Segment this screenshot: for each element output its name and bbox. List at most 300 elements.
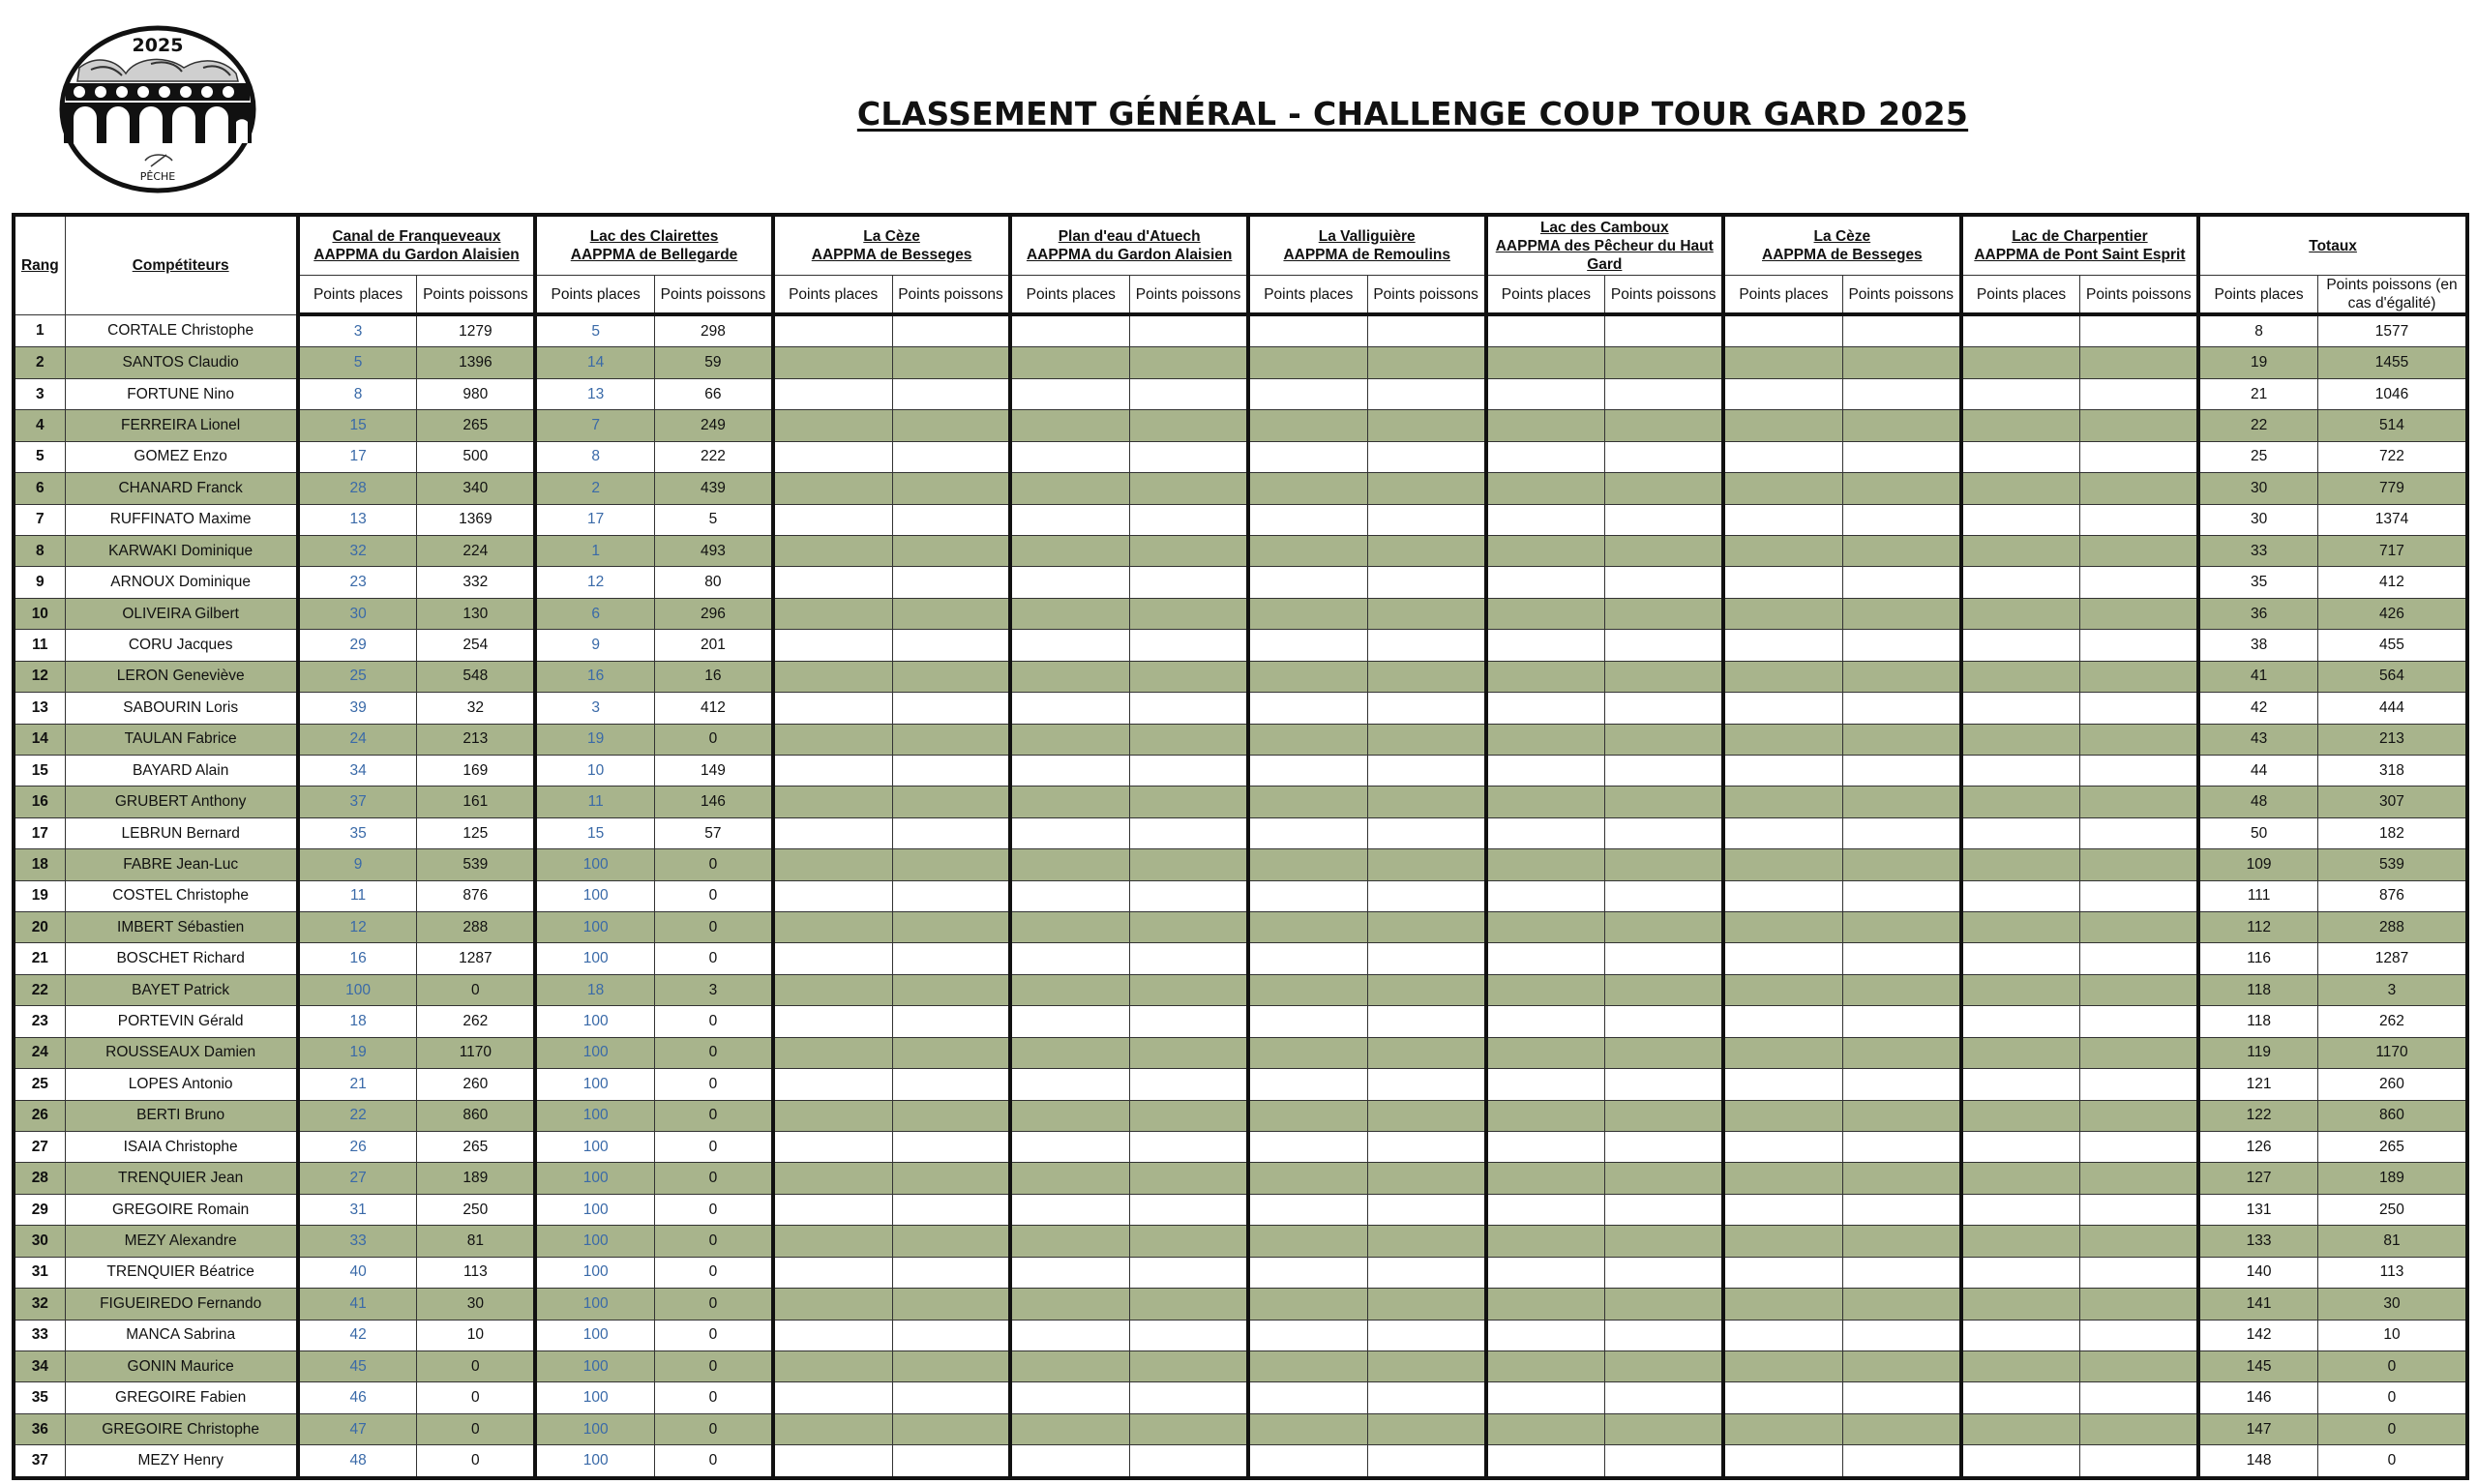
total-points-poissons-cell: 412 (2317, 567, 2467, 598)
club-logo (58, 25, 257, 193)
venue-header (773, 215, 1011, 276)
venue-points-poissons-cell: 254 (417, 630, 535, 661)
venue-points-poissons-cell (2080, 1413, 2198, 1444)
venue-name: Lac des Clairettes (589, 228, 719, 245)
venue-points-places-cell: 100 (535, 1226, 654, 1257)
venue-points-places-cell: 25 (298, 661, 417, 692)
venue-points-poissons-cell: 146 (655, 787, 773, 817)
venue-points-poissons-cell (1842, 630, 1960, 661)
competitor-cell: FIGUEIREDO Fernando (65, 1289, 298, 1320)
venue-points-poissons-cell (892, 1194, 1010, 1225)
venue-points-places-cell (773, 817, 892, 848)
table-row (14, 410, 2467, 441)
venue-points-poissons-cell (1842, 1069, 1960, 1100)
venue-header (298, 215, 536, 276)
venue-points-places-cell (1248, 943, 1367, 974)
venue-points-places-cell (1486, 724, 1605, 755)
venue-points-places-cell (1010, 1006, 1129, 1037)
venue-points-places-cell: 100 (535, 1163, 654, 1194)
competitor-cell: FORTUNE Nino (65, 378, 298, 409)
venue-points-places-cell: 33 (298, 1226, 417, 1257)
competitors-header: Compétiteurs (65, 215, 298, 314)
venue-points-poissons-cell: 288 (417, 912, 535, 943)
total-points-places-cell: 41 (2198, 661, 2317, 692)
venue-points-places-cell (1961, 441, 2080, 472)
venue-points-poissons-cell: 265 (417, 410, 535, 441)
table-row (14, 943, 2467, 974)
venue-points-poissons-cell (1130, 1382, 1248, 1413)
venue-points-poissons-cell: 0 (655, 1382, 773, 1413)
venue-points-places-cell (1723, 755, 1842, 786)
venue-points-poissons-cell: 1369 (417, 504, 535, 535)
venue-points-poissons-cell (2080, 661, 2198, 692)
venue-points-places-cell: 27 (298, 1163, 417, 1194)
venue-points-poissons-cell (892, 347, 1010, 378)
venue-points-poissons-cell (892, 1100, 1010, 1131)
venue-points-poissons-cell: 0 (417, 1350, 535, 1381)
venue-points-places-cell: 100 (535, 1320, 654, 1350)
venue-points-poissons-cell (1605, 1037, 1723, 1068)
table-row (14, 661, 2467, 692)
venue-points-places-cell (1961, 1163, 2080, 1194)
rank-cell: 6 (14, 473, 65, 504)
venue-points-poissons-cell: 59 (655, 347, 773, 378)
venue-points-places-cell (1723, 598, 1842, 629)
rank-cell: 32 (14, 1289, 65, 1320)
total-points-poissons-cell: 265 (2317, 1132, 2467, 1163)
venue-points-poissons-cell (1605, 912, 1723, 943)
venue-points-poissons-cell: 57 (655, 817, 773, 848)
venue-points-poissons-cell (1842, 347, 1960, 378)
venue-points-places-cell: 18 (535, 974, 654, 1005)
venue-points-places-cell (773, 1445, 892, 1478)
venue-points-poissons-cell (1605, 630, 1723, 661)
venue-points-places-cell (1723, 1163, 1842, 1194)
competitor-cell: LEBRUN Bernard (65, 817, 298, 848)
venue-points-poissons-cell (892, 1037, 1010, 1068)
venue-points-poissons-cell (1842, 880, 1960, 911)
competitor-cell: GREGOIRE Fabien (65, 1382, 298, 1413)
competitor-cell: TRENQUIER Béatrice (65, 1257, 298, 1288)
venue-points-places-cell (1723, 567, 1842, 598)
venue-points-poissons-cell (2080, 347, 2198, 378)
table-row (14, 755, 2467, 786)
venue-points-poissons-cell (1367, 1163, 1485, 1194)
venue-points-places-cell (1486, 880, 1605, 911)
venue-points-poissons-cell (1842, 974, 1960, 1005)
venue-points-poissons-cell: 81 (417, 1226, 535, 1257)
venue-points-places-cell (1248, 410, 1367, 441)
venue-points-places-cell (1248, 1382, 1367, 1413)
table-row (14, 1006, 2467, 1037)
venue-points-poissons-cell (1130, 1006, 1248, 1037)
venue-points-places-cell: 28 (298, 473, 417, 504)
venue-points-places-cell (773, 1037, 892, 1068)
venue-points-poissons-cell (892, 849, 1010, 880)
venue-points-places-cell (773, 1226, 892, 1257)
venue-points-poissons-cell (1842, 314, 1960, 347)
table-row (14, 1037, 2467, 1068)
venue-points-poissons-cell (1367, 630, 1485, 661)
venue-points-places-cell (1010, 1132, 1129, 1163)
venue-points-places-cell (773, 504, 892, 535)
venue-points-poissons-cell: 32 (417, 693, 535, 724)
venue-points-places-cell (1961, 1006, 2080, 1037)
competitor-cell: SANTOS Claudio (65, 347, 298, 378)
venue-points-poissons-cell: 0 (655, 880, 773, 911)
venue-points-places-cell: 42 (298, 1320, 417, 1350)
venue-points-poissons-cell: 260 (417, 1069, 535, 1100)
total-points-poissons-cell: 876 (2317, 880, 2467, 911)
venue-points-places-cell (1961, 974, 2080, 1005)
points-places-header: Points places (1723, 276, 1842, 315)
total-points-poissons-cell: 307 (2317, 787, 2467, 817)
total-points-places-cell: 118 (2198, 1006, 2317, 1037)
venue-points-poissons-cell (892, 473, 1010, 504)
venue-points-places-cell (1486, 1037, 1605, 1068)
total-points-places-cell: 44 (2198, 755, 2317, 786)
venue-points-poissons-cell (1367, 817, 1485, 848)
venue-points-poissons-cell (2080, 1037, 2198, 1068)
venue-points-poissons-cell (1367, 1350, 1485, 1381)
venue-club: AAPPMA du Gardon Alaisien (1026, 247, 1233, 263)
venue-points-places-cell (773, 661, 892, 692)
table-row (14, 504, 2467, 535)
venue-points-poissons-cell (892, 724, 1010, 755)
competitor-cell: GREGOIRE Romain (65, 1194, 298, 1225)
venue-points-places-cell (773, 787, 892, 817)
venue-points-places-cell (1723, 974, 1842, 1005)
venue-points-poissons-cell (1130, 817, 1248, 848)
venue-points-places-cell (1961, 1350, 2080, 1381)
venue-points-poissons-cell: 548 (417, 661, 535, 692)
rank-cell: 19 (14, 880, 65, 911)
venue-points-places-cell (1248, 849, 1367, 880)
total-points-poissons-cell: 0 (2317, 1382, 2467, 1413)
table-row (14, 1132, 2467, 1163)
venue-points-poissons-cell (2080, 473, 2198, 504)
venue-points-places-cell: 16 (298, 943, 417, 974)
venue-points-poissons-cell (1367, 504, 1485, 535)
venue-points-places-cell (773, 693, 892, 724)
venue-points-places-cell (1723, 1413, 1842, 1444)
venue-points-places-cell (1486, 943, 1605, 974)
venue-points-places-cell (1248, 1006, 1367, 1037)
venue-points-poissons-cell (1130, 1257, 1248, 1288)
venue-points-places-cell (1961, 410, 2080, 441)
table-row (14, 724, 2467, 755)
venue-name: Lac de Charpentier (2012, 228, 2148, 245)
venue-header (1723, 215, 1961, 276)
venue-points-places-cell (773, 1069, 892, 1100)
venue-points-places-cell (1961, 1445, 2080, 1478)
total-points-places-cell: 119 (2198, 1037, 2317, 1068)
venue-points-places-cell (1486, 1320, 1605, 1350)
venue-club: AAPPMA de Pont Saint Esprit (1974, 247, 2186, 263)
venue-points-poissons-cell (1842, 1289, 1960, 1320)
venue-points-poissons-cell (892, 1226, 1010, 1257)
venue-points-poissons-cell: 0 (655, 724, 773, 755)
total-points-poissons-cell: 0 (2317, 1413, 2467, 1444)
rank-cell: 2 (14, 347, 65, 378)
venue-points-places-cell (1486, 378, 1605, 409)
venue-points-poissons-cell (1130, 912, 1248, 943)
venue-points-places-cell (773, 441, 892, 472)
venue-points-poissons-cell (892, 1132, 1010, 1163)
venue-points-places-cell: 13 (535, 378, 654, 409)
venue-club: AAPPMA du Gardon Alaisien (313, 247, 520, 263)
venue-points-places-cell: 19 (298, 1037, 417, 1068)
venue-points-places-cell (1486, 1413, 1605, 1444)
table-row (14, 598, 2467, 629)
competitor-cell: GREGOIRE Christophe (65, 1413, 298, 1444)
rank-cell: 12 (14, 661, 65, 692)
venue-points-poissons-cell (1130, 441, 1248, 472)
venue-points-poissons-cell (1367, 724, 1485, 755)
venue-points-places-cell: 40 (298, 1257, 417, 1288)
competitor-cell: BAYARD Alain (65, 755, 298, 786)
venue-points-places-cell (1723, 1257, 1842, 1288)
total-points-poissons-cell: 3 (2317, 974, 2467, 1005)
venue-points-poissons-cell (892, 1069, 1010, 1100)
venue-points-poissons-cell: 80 (655, 567, 773, 598)
venue-points-places-cell (1010, 849, 1129, 880)
table-row (14, 1257, 2467, 1288)
rank-cell: 34 (14, 1350, 65, 1381)
venue-club: AAPPMA des Pêcheur du Haut Gard (1495, 237, 1714, 273)
venue-points-poissons-cell (1130, 787, 1248, 817)
venue-points-places-cell (773, 598, 892, 629)
venue-points-poissons-cell: 0 (417, 1413, 535, 1444)
venue-points-poissons-cell (1842, 1226, 1960, 1257)
venue-points-places-cell: 26 (298, 1132, 417, 1163)
venue-points-poissons-cell (2080, 787, 2198, 817)
rank-cell: 7 (14, 504, 65, 535)
venue-points-places-cell (1010, 1382, 1129, 1413)
venue-points-places-cell (1723, 504, 1842, 535)
rank-cell: 20 (14, 912, 65, 943)
rank-cell: 4 (14, 410, 65, 441)
rank-cell: 11 (14, 630, 65, 661)
venue-points-places-cell (1248, 880, 1367, 911)
table-row (14, 473, 2467, 504)
table-row (14, 441, 2467, 472)
venue-points-poissons-cell (1130, 1289, 1248, 1320)
venue-points-poissons-cell: 0 (655, 1100, 773, 1131)
venue-points-poissons-cell (1130, 755, 1248, 786)
venue-points-places-cell (1010, 630, 1129, 661)
venue-points-places-cell (1961, 347, 2080, 378)
venue-club: AAPPMA de Bellegarde (570, 247, 738, 263)
competitor-cell: RUFFINATO Maxime (65, 504, 298, 535)
venue-points-places-cell: 100 (535, 1257, 654, 1288)
venue-points-poissons-cell (1367, 473, 1485, 504)
venue-points-places-cell (773, 1100, 892, 1131)
competitor-cell: OLIVEIRA Gilbert (65, 598, 298, 629)
venue-points-poissons-cell: 1396 (417, 347, 535, 378)
total-points-places-cell: 19 (2198, 347, 2317, 378)
total-points-poissons-cell: 260 (2317, 1069, 2467, 1100)
total-points-places-cell: 141 (2198, 1289, 2317, 1320)
venue-points-places-cell (1486, 473, 1605, 504)
venue-points-poissons-cell: 1279 (417, 314, 535, 347)
venue-points-poissons-cell (892, 1320, 1010, 1350)
venue-points-places-cell (1723, 787, 1842, 817)
venue-points-poissons-cell (1367, 755, 1485, 786)
points-poissons-header: Points poissons (1130, 276, 1248, 315)
venue-points-places-cell (1486, 1006, 1605, 1037)
venue-points-poissons-cell (1842, 1163, 1960, 1194)
venue-points-places-cell (773, 378, 892, 409)
total-points-places-cell: 127 (2198, 1163, 2317, 1194)
venue-points-places-cell (1723, 410, 1842, 441)
venue-points-poissons-cell (1605, 693, 1723, 724)
venue-points-poissons-cell (1842, 787, 1960, 817)
venue-points-poissons-cell: 0 (417, 1445, 535, 1478)
venue-points-places-cell: 100 (535, 1445, 654, 1478)
venue-points-places-cell (1486, 1100, 1605, 1131)
venue-points-poissons-cell (1842, 1132, 1960, 1163)
venue-points-places-cell (773, 880, 892, 911)
total-points-places-cell: 146 (2198, 1382, 2317, 1413)
points-poissons-header: Points poissons (1605, 276, 1723, 315)
venue-points-places-cell (773, 630, 892, 661)
venue-points-poissons-cell (1367, 347, 1485, 378)
total-points-poissons-cell: 1374 (2317, 504, 2467, 535)
venue-points-poissons-cell (892, 1445, 1010, 1478)
venue-points-poissons-cell (1842, 378, 1960, 409)
total-points-places-cell: 131 (2198, 1194, 2317, 1225)
venue-points-poissons-cell: 10 (417, 1320, 535, 1350)
total-points-places-cell: 121 (2198, 1069, 2317, 1100)
total-points-places-cell: 38 (2198, 630, 2317, 661)
venue-points-places-cell (1486, 817, 1605, 848)
venue-points-poissons-cell (2080, 1069, 2198, 1100)
total-points-places-cell: 48 (2198, 787, 2317, 817)
venue-points-places-cell (1248, 1226, 1367, 1257)
logo-year: 2025 (132, 35, 184, 56)
total-points-places-cell: 50 (2198, 817, 2317, 848)
venue-points-places-cell (1248, 661, 1367, 692)
venue-points-poissons-cell (1367, 1382, 1485, 1413)
venue-points-places-cell (1248, 1100, 1367, 1131)
venue-points-poissons-cell (1367, 567, 1485, 598)
venue-points-poissons-cell (892, 1413, 1010, 1444)
venue-points-places-cell (1486, 755, 1605, 786)
venue-points-places-cell (1248, 912, 1367, 943)
competitor-cell: FABRE Jean-Luc (65, 849, 298, 880)
venue-points-places-cell (1010, 504, 1129, 535)
venue-points-places-cell (1248, 378, 1367, 409)
total-points-poissons-cell: 1455 (2317, 347, 2467, 378)
venue-points-places-cell (1248, 1132, 1367, 1163)
venue-points-poissons-cell: 0 (655, 849, 773, 880)
table-row (14, 880, 2467, 911)
venue-points-places-cell (1486, 1069, 1605, 1100)
venue-points-poissons-cell: 0 (655, 943, 773, 974)
venue-points-places-cell (1961, 598, 2080, 629)
venue-points-poissons-cell (2080, 1226, 2198, 1257)
venue-points-poissons-cell (1367, 1320, 1485, 1350)
venue-points-poissons-cell (1842, 912, 1960, 943)
venue-points-poissons-cell: 125 (417, 817, 535, 848)
venue-points-places-cell: 8 (298, 378, 417, 409)
venue-points-places-cell: 17 (535, 504, 654, 535)
competitor-cell: CORTALE Christophe (65, 314, 298, 347)
venue-points-poissons-cell (1842, 410, 1960, 441)
venue-points-places-cell (1961, 724, 2080, 755)
venue-points-places-cell (1486, 693, 1605, 724)
venue-points-places-cell: 37 (298, 787, 417, 817)
venue-points-places-cell (1486, 567, 1605, 598)
venue-points-places-cell (1010, 1100, 1129, 1131)
logo-caption: PÊCHE (139, 170, 176, 183)
venue-points-places-cell (1010, 1163, 1129, 1194)
venue-header (1010, 215, 1248, 276)
venue-points-poissons-cell: 0 (655, 1320, 773, 1350)
venue-points-poissons-cell (892, 1350, 1010, 1381)
venue-points-places-cell: 3 (535, 693, 654, 724)
total-points-places-cell: 112 (2198, 912, 2317, 943)
venue-points-poissons-cell (2080, 410, 2198, 441)
total-points-places-cell: 109 (2198, 849, 2317, 880)
table-row (14, 974, 2467, 1005)
table-row (14, 1163, 2467, 1194)
venue-points-poissons-cell: 1287 (417, 943, 535, 974)
venue-points-places-cell (1961, 1289, 2080, 1320)
venue-points-poissons-cell: 0 (655, 1226, 773, 1257)
venue-points-poissons-cell (1130, 943, 1248, 974)
venue-points-places-cell (773, 1413, 892, 1444)
venue-points-poissons-cell (1367, 1194, 1485, 1225)
venue-points-places-cell (1010, 1069, 1129, 1100)
venue-points-places-cell (1486, 1289, 1605, 1320)
total-points-places-cell: 133 (2198, 1226, 2317, 1257)
venue-points-poissons-cell (1130, 1194, 1248, 1225)
venue-club: AAPPMA de Besseges (811, 247, 972, 263)
venue-points-places-cell (1010, 1257, 1129, 1288)
table-header (14, 215, 2467, 314)
venue-points-poissons-cell (1367, 378, 1485, 409)
total-points-places-cell: 118 (2198, 974, 2317, 1005)
venue-points-places-cell: 31 (298, 1194, 417, 1225)
competitor-cell: MEZY Alexandre (65, 1226, 298, 1257)
total-points-places-cell: 111 (2198, 880, 2317, 911)
venue-points-places-cell (1723, 347, 1842, 378)
venue-points-poissons-cell (1130, 1037, 1248, 1068)
venue-points-poissons-cell (1130, 347, 1248, 378)
venue-points-poissons-cell: 0 (655, 1069, 773, 1100)
venue-points-poissons-cell (2080, 1445, 2198, 1478)
venue-points-places-cell: 100 (298, 974, 417, 1005)
competitor-cell: PORTEVIN Gérald (65, 1006, 298, 1037)
venue-points-poissons-cell: 0 (417, 1382, 535, 1413)
table-row (14, 1069, 2467, 1100)
venue-points-poissons-cell (1605, 1320, 1723, 1350)
venue-points-poissons-cell (892, 1163, 1010, 1194)
venue-points-poissons-cell: 493 (655, 536, 773, 567)
competitor-cell: FERREIRA Lionel (65, 410, 298, 441)
venue-points-places-cell: 5 (298, 347, 417, 378)
venue-points-places-cell: 9 (298, 849, 417, 880)
venue-points-places-cell (1010, 724, 1129, 755)
total-points-poissons-cell: 1046 (2317, 378, 2467, 409)
venue-header (1248, 215, 1486, 276)
venue-points-poissons-cell (2080, 943, 2198, 974)
venue-points-poissons-cell (1842, 598, 1960, 629)
venue-points-poissons-cell (1605, 504, 1723, 535)
venue-points-places-cell (1723, 1445, 1842, 1478)
